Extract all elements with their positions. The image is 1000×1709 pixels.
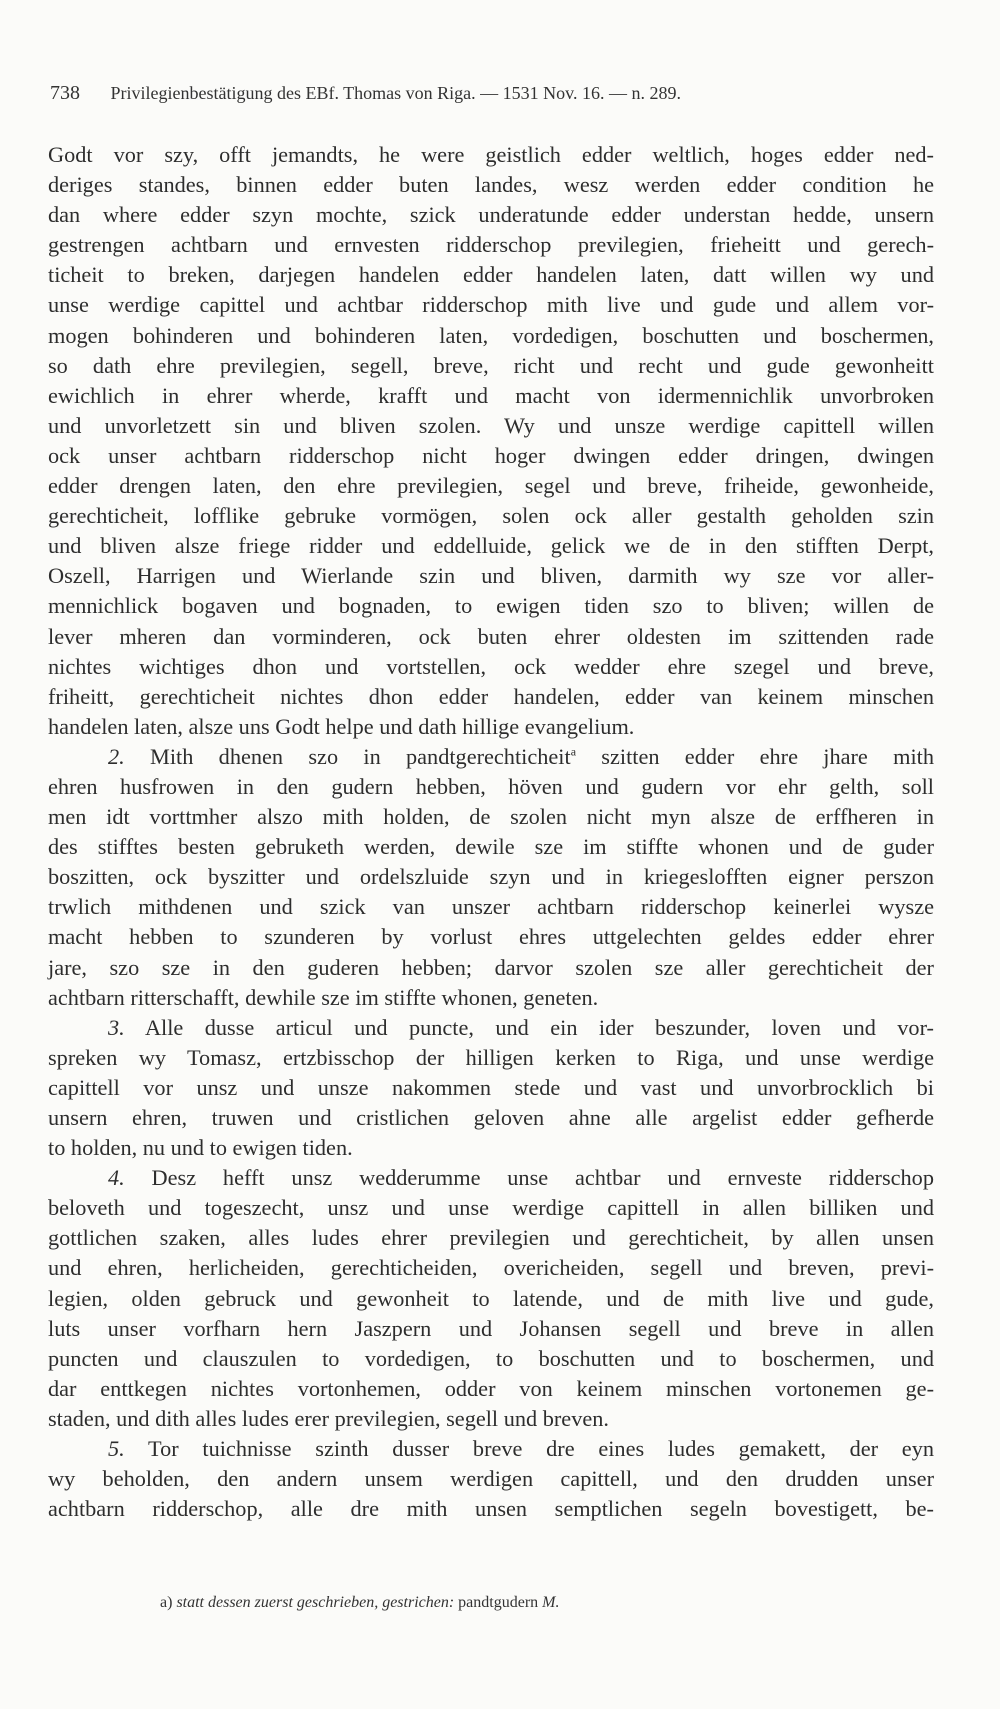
line-segment: szitten edder ehre jhare mith (576, 743, 934, 769)
text-line: unse werdige capittel und achtbar ridderschop mith live und gude und allem vor- (48, 292, 934, 318)
text-line: spreken wy Tomasz, ertzbisschop der hilligen kerken to Riga, und unse werdige (48, 1044, 934, 1070)
text-line: deriges standes, binnen edder buten landes, wesz werden edder condition he (48, 172, 934, 198)
text-line: ehren husfrowen in den gudern hebben, höven und gudern vor ehr gelth, soll (48, 773, 934, 799)
text-line: Oszell, Harrigen und Wierlande szin und bliven, darmith wy sze vor aller- (48, 563, 934, 589)
text-line: unsern ehren, truwen und cristlichen geloven ahne alle argelist edder gefherde (48, 1105, 934, 1130)
section-number: 3. (108, 1014, 125, 1040)
text-line: lever mheren dan vorminderen, ock buten ehrer oldesten im szittenden rade (48, 623, 934, 649)
text-line: men idt vorttmher alszo mith holden, de szolen nicht myn alsze de erffheren in (48, 804, 934, 830)
text-line: boszitten, ock byszitter und ordelszluide szyn und in kriegeslofften eigner perszon (48, 864, 934, 890)
text-line: dan where edder szyn mochte, szick underatunde edder understan hedde, unsern (48, 202, 934, 228)
footnote-marker: a (570, 744, 577, 759)
text-line: so dath ehre previlegien, segell, breve, richt und recht und gude gewonheitt (48, 352, 934, 378)
text-line: und unvorletzett sin und bliven szolen. Wy und unsze werdige capittell willen (48, 412, 934, 438)
text-line: mogen bohinderen und bohinderen laten, vordedigen, boschutten und boschermen, (48, 322, 934, 348)
text-line: ock unser achtbarn ridderschop nicht hoger dwingen edder dringen, dwingen (48, 442, 934, 468)
text-line: beloveth und togeszecht, unsz und unse werdige capittell in allen billiken und (48, 1195, 934, 1221)
text-line: achtbarn ridderschop, alle dre mith unsen semptlichen segeln bovestigett, be- (48, 1496, 934, 1522)
page-number: 738 (50, 82, 80, 104)
footnote-reading: pandtgudern (458, 1594, 539, 1611)
text-line: friheitt, gerechticheit nichtes dhon edder handelen, edder van keinem minschen (48, 683, 934, 709)
footnote-label: a) (160, 1594, 173, 1611)
line-segment: Tor tuichnisse szinth dusser breve dre eines ludes gemakett, der eyn (148, 1436, 935, 1462)
text-line: luts unser vorfharn hern Jaszpern und Johansen segell und breve in allen (48, 1315, 934, 1341)
text-line: und bliven alsze friege ridder und eddelluide, gelick we de in den stifften Derpt, (48, 533, 934, 559)
footnote-editor: M. (542, 1594, 560, 1611)
section-number: 5. (108, 1436, 125, 1462)
text-line: achtbarn ritterschafft, dewhile sze im stiffte whonen, geneten. (48, 984, 599, 1010)
text-line: nichtes wichtiges dhon und vortstellen, ock wedder ehre szegel und breve, (48, 653, 934, 679)
text-line: legien, olden gebruck und gewonheit to latende, und de mith live und gude, (48, 1285, 934, 1311)
text-line: edder drengen laten, den ehre previlegien, segel und breve, friheide, gewonheide, (48, 473, 934, 499)
footnote (160, 1594, 860, 1612)
text-line: wy beholden, den andern unsem werdigen capittell, und den drudden unser (48, 1466, 934, 1492)
text-line: handelen laten, alsze uns Godt helpe und dath hillige evangelium. (48, 713, 635, 739)
line-segment: Desz hefft unsz wedderumme unse achtbar und ernveste ridderschop (151, 1165, 934, 1191)
text-line: to holden, nu und to ewigen tiden. (48, 1135, 353, 1161)
section-number: 2. (108, 743, 125, 769)
text-line (48, 742, 934, 772)
text-line: und ehren, herlicheiden, gerechticheiden, overicheiden, segell und breven, previ- (48, 1255, 934, 1281)
text-line: ewichlich in ehrer wherde, krafft und macht von idermennichlik unvorbroken (48, 382, 934, 408)
text-line: Godt vor szy, offt jemandts, he were geistlich edder weltlich, hoges edder ned- (48, 142, 934, 167)
text-line: jare, szo sze in den guderen hebben; darvor szolen sze aller gerechticheit der (48, 954, 934, 980)
running-header (50, 82, 940, 105)
footnote-note: statt dessen zuerst geschrieben, gestrichen: (176, 1594, 455, 1611)
text-line: gottlichen szaken, alles ludes ehrer previlegien und gerechticheit, by allen unsen (48, 1225, 934, 1251)
text-line: puncten und clauszulen to vordedigen, to boschutten und to boschermen, und (48, 1345, 934, 1371)
main-text (48, 140, 934, 1524)
text-line: gerechticheit, lofflike gebruke vormögen, solen ock aller gestalth geholden szin (48, 503, 934, 529)
text-line (48, 1434, 934, 1464)
text-line (48, 1163, 934, 1193)
text-line: dar enttkegen nichtes vortonhemen, odder von keinem minschen vortonemen ge- (48, 1375, 934, 1401)
text-line: gestrengen achtbarn und ernvesten ridderschop previlegien, frieheitt und gerech- (48, 232, 934, 258)
text-line: ticheit to breken, darjegen handelen edder handelen laten, datt willen wy und (48, 262, 934, 288)
text-line: mennichlick bogaven und bognaden, to ewigen tiden szo to bliven; willen de (48, 593, 934, 619)
text-line (48, 1013, 934, 1043)
text-line: trwlich mithdenen und szick van unszer achtbarn ridderschop keinerlei wysze (48, 894, 934, 920)
text-line: macht hebben to szunderen by vorlust ehres uttgelechten geldes edder ehrer (48, 924, 934, 950)
section-number: 4. (108, 1165, 125, 1191)
text-line: staden, und dith alles ludes erer previlegien, segell und breven. (48, 1405, 609, 1431)
line-segment: Alle dusse articul und puncte, und ein ider beszunder, loven und vor- (144, 1014, 934, 1040)
running-title: Privilegienbestätigung des EBf. Thomas von Riga. — 1531 Nov. 16. — n. 289. (110, 83, 681, 103)
text-line: des stifftes besten gebruketh werden, dewile sze im stiffte whonen und de guder (48, 834, 934, 860)
text-line: capittell vor unsz und unsze nakommen stede und vast und unvorbrocklich bi (48, 1074, 934, 1100)
line-segment: Mith dhenen szo in pandtgerechticheit (150, 743, 571, 769)
